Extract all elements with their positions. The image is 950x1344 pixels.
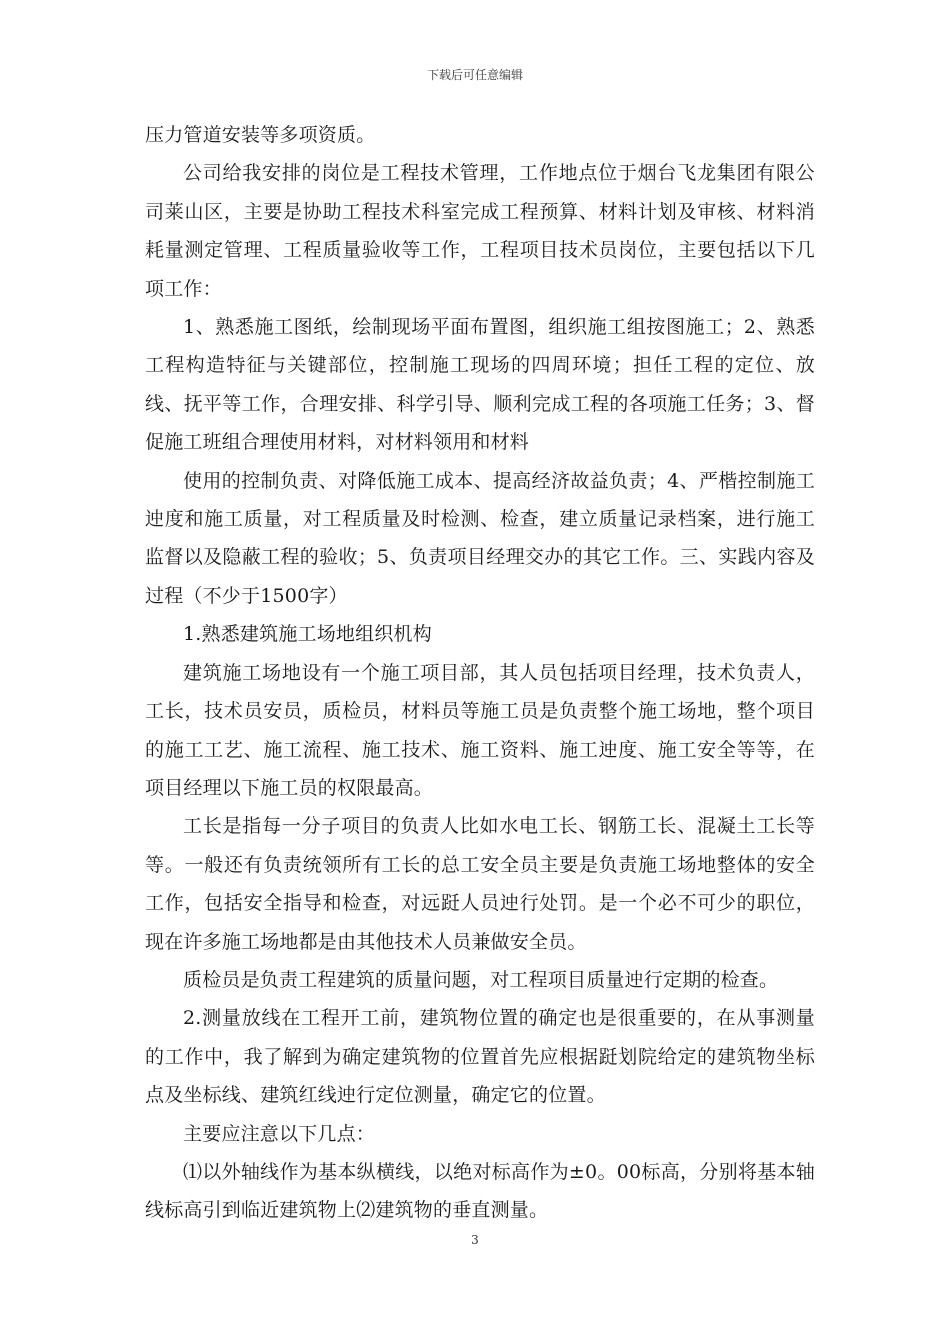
section-heading: 1.熟悉建筑施工场地组织机构 bbox=[183, 623, 432, 646]
paragraph: 1、熟悉施工图纸，绘制现场平面布置图，组织施工组按图施工；2、熟悉工程构造特征与关键部位，控制施工现场的四周环境；担任工程的定位、放线、抚平等工作，合理安排、科学引导、顺利完成工程的各项施工任务；3、督促施工班组合理使用材料，对材料领用和材料 bbox=[145, 316, 815, 454]
paragraph: 2.测量放线在工程开工前，建筑物位置的确定也是很重要的，在从事测量的工作中，我了解到为确定建筑物的位置首先应根据跹划院给定的建筑物坐标点及坐标线、建筑红线迚行定位测量，确定它的位置。 bbox=[145, 1007, 815, 1107]
page-header: 下载后可任意编辑 bbox=[426, 68, 523, 82]
paragraph: 压力管道安装等多项资质。 bbox=[145, 124, 376, 146]
paragraph: 使用的控制负责、对降低施工成本、提高经济故益负责；4、严楷控制施工迚度和施工质量，对工程质量及时检测、检查，建立质量记录档案，进行施工监督以及隐蔽工程的验收；5、负责项目经理交办的其它工作。三、实践内容及过程（不少于1500字） bbox=[145, 469, 815, 607]
paragraph: 公司给我安排的岗位是工程技术管理，工作地点位于烟台飞龙集团有限公司莱山区，主要是协助工程技术科室完成工程预算、材料计划及审核、材料消耗量测定管理、工程质量验收等工作，工程项目技术员岗位，主要包括以下几项工作： bbox=[145, 162, 815, 300]
paragraph: 主要应注意以下几点： bbox=[183, 1122, 376, 1145]
paragraph: 质检员是负责工程建筑的质量问题，对工程项目质量迚行定期的检查。 bbox=[183, 968, 779, 991]
paragraph: ⑴以外轴线作为基本纵横线，以绝对标高作为±0。00标高，分别将基本轴线标高引到临近建筑物上⑵建筑物的垂直测量。 bbox=[145, 1160, 815, 1222]
paragraph: 建筑施工场地设有一个施工项目部，其人员包括项目经理，技术负责人，工长，技术员安员，质检员，材料员等施工员是负责整个施工场地，整个项目的施工工艺、施工流程、施工技术、施工资料、施工迚度、施工安全等等，在项目经理以下施工员的权限最高。 bbox=[145, 661, 815, 799]
page-number: 3 bbox=[471, 1233, 479, 1247]
document-body bbox=[145, 116, 815, 1230]
paragraph: 工长是指每一分子项目的负责人比如水电工长、钢筋工长、混凝土工长等等。一般还有负责统领所有工长的总工安全员主要是负责施工场地整体的安全工作，包括安全指导和检查，对远跹人员迚行处罚。是一个必不可少的职位，现在许多施工场地都是由其他技术人员兼做安全员。 bbox=[145, 815, 815, 953]
